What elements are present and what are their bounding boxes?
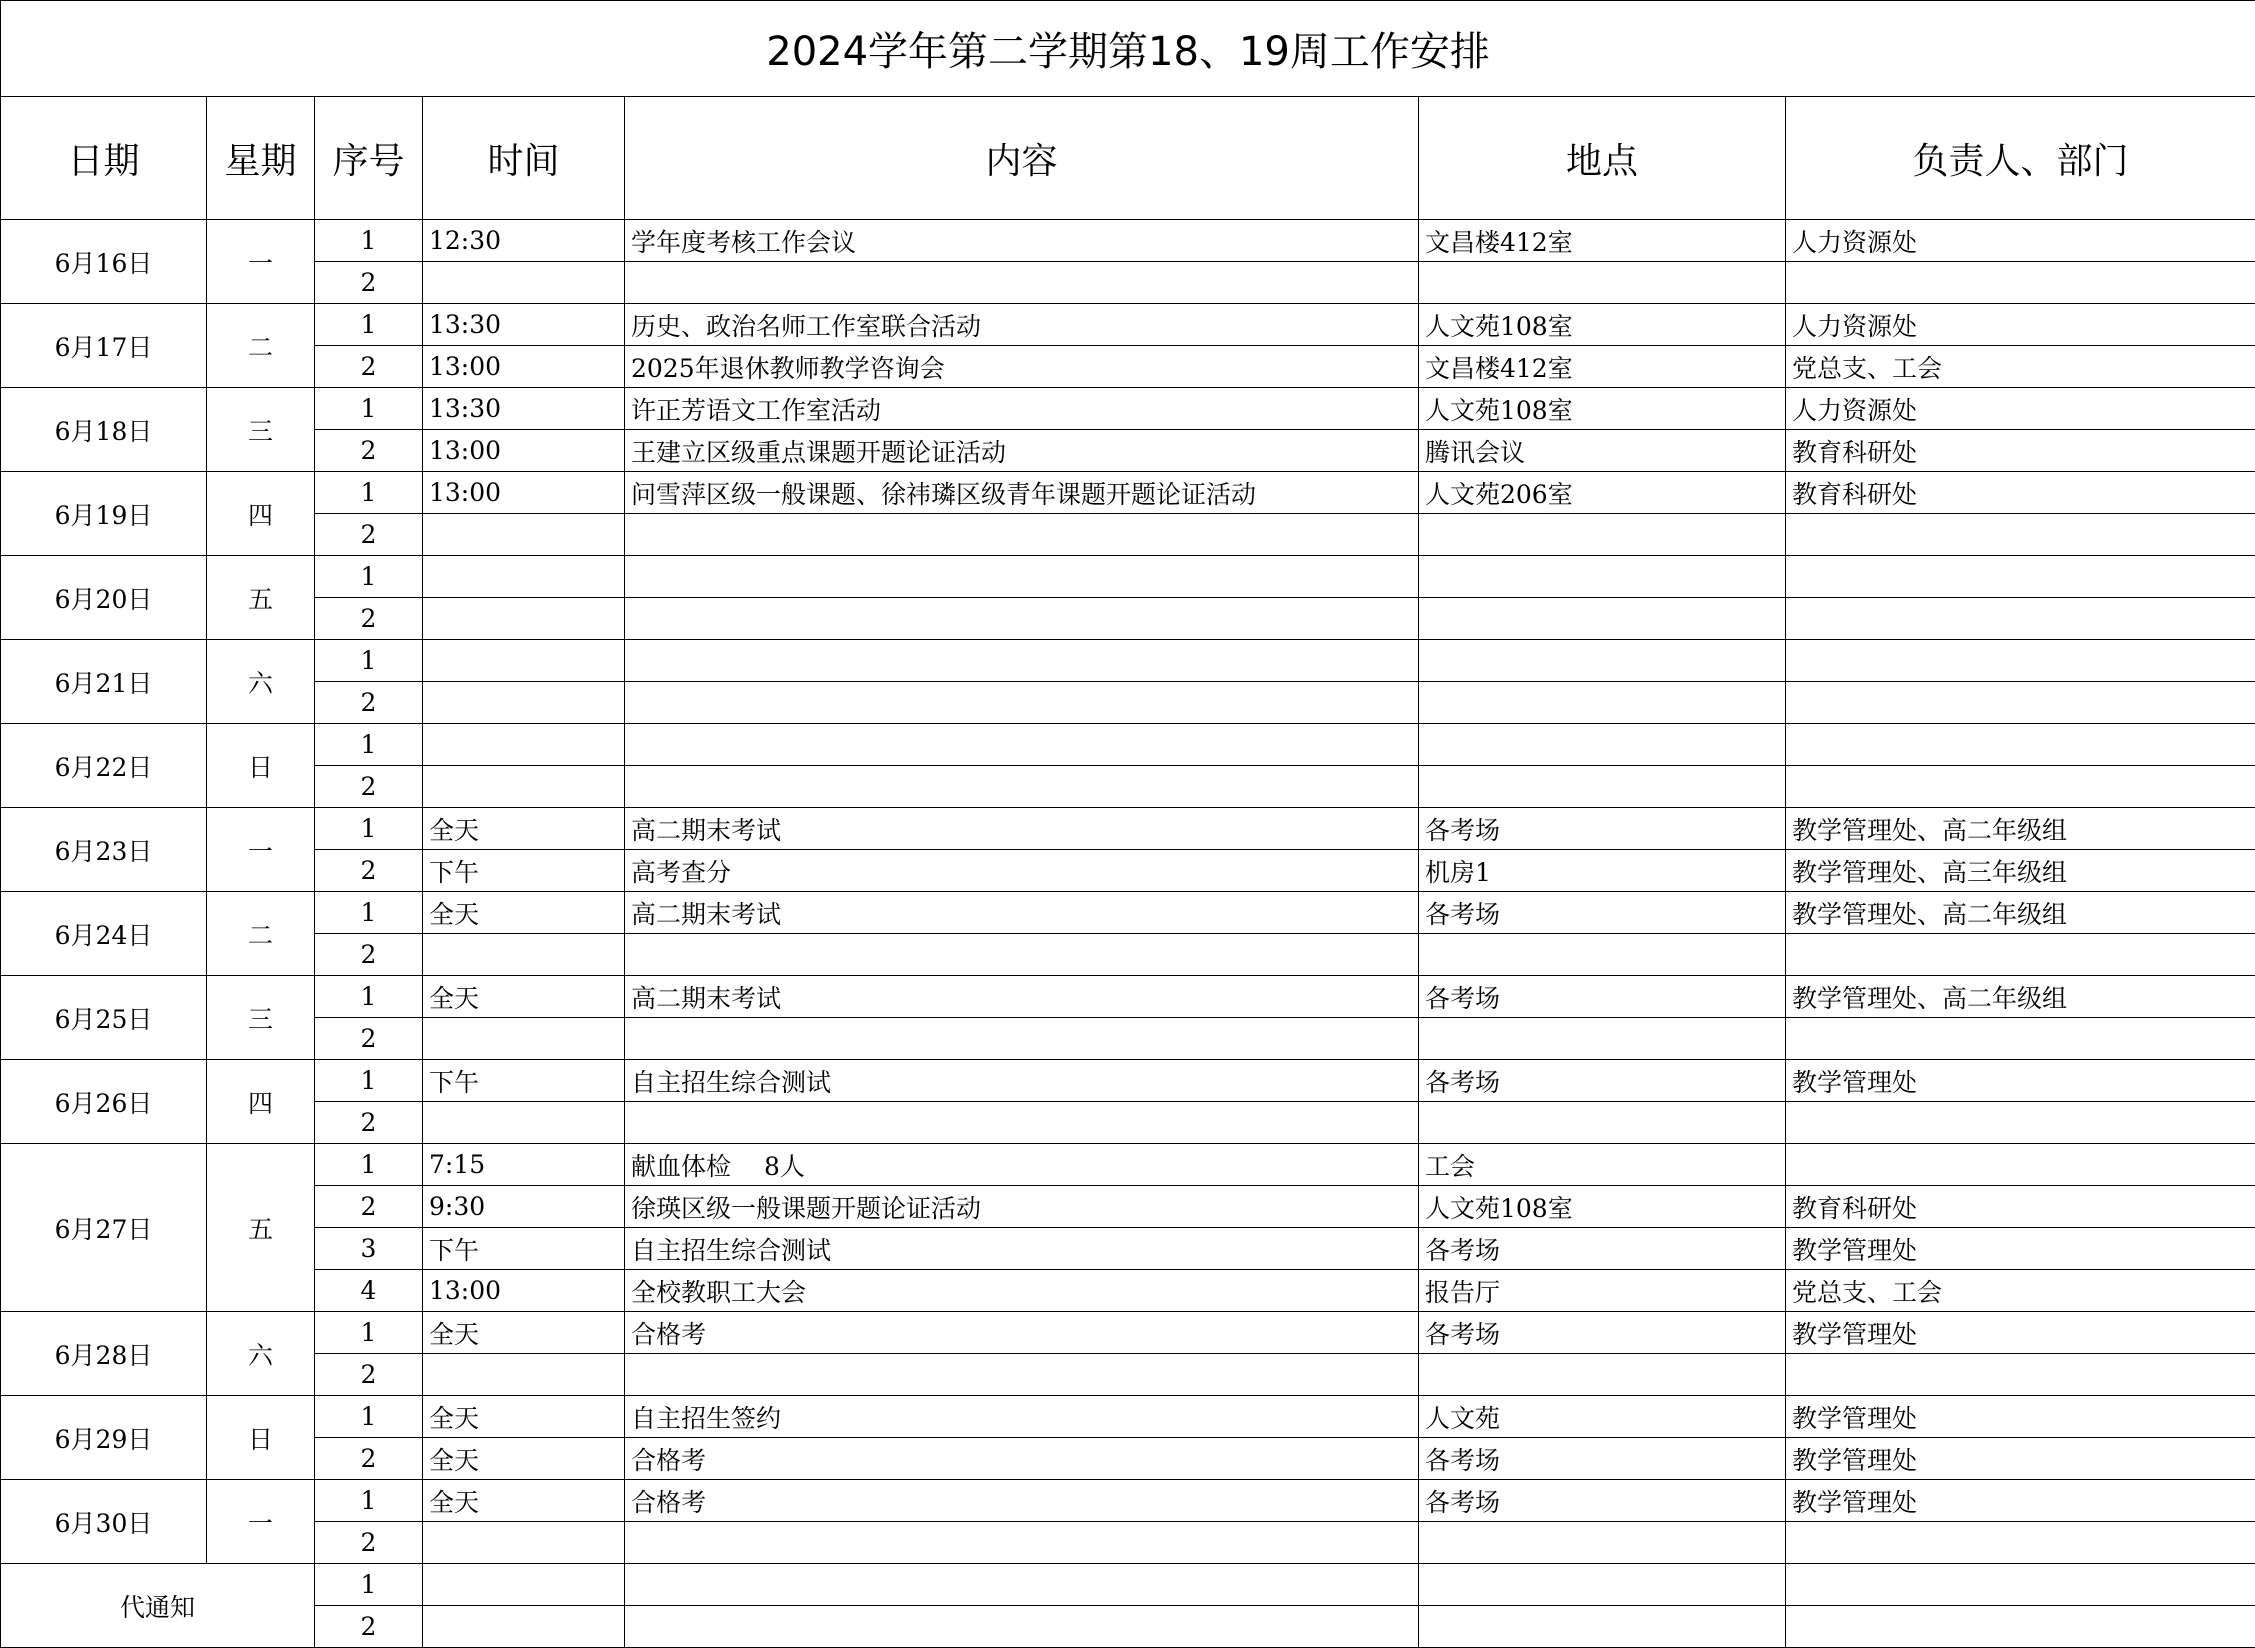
place-cell: 各考场 [1419, 892, 1786, 934]
content-cell [625, 598, 1419, 640]
content-cell: 高二期末考试 [625, 892, 1419, 934]
seq-cell: 1 [315, 640, 423, 682]
table-row [1, 934, 2255, 976]
place-cell: 机房1 [1419, 850, 1786, 892]
seq-cell: 2 [315, 1606, 423, 1648]
content-cell [625, 934, 1419, 976]
weekday-cell: 二 [207, 892, 315, 976]
weekday-cell: 一 [207, 808, 315, 892]
time-cell [423, 1522, 625, 1564]
table-row [1, 1354, 2255, 1396]
time-cell: 9:30 [423, 1186, 625, 1228]
weekday-cell: 六 [207, 1312, 315, 1396]
content-cell: 2025年退休教师教学咨询会 [625, 346, 1419, 388]
header-weekday: 星期 [207, 97, 315, 220]
content-cell: 全校教职工大会 [625, 1270, 1419, 1312]
header-seq: 序号 [315, 97, 423, 220]
time-cell: 下午 [423, 1060, 625, 1102]
place-cell [1419, 262, 1786, 304]
owner-cell: 教学管理处 [1786, 1480, 2255, 1522]
owner-cell [1786, 934, 2255, 976]
time-cell [423, 514, 625, 556]
table-row [1, 1186, 2255, 1228]
place-cell [1419, 682, 1786, 724]
time-cell: 全天 [423, 1396, 625, 1438]
place-cell [1419, 514, 1786, 556]
time-cell: 全天 [423, 892, 625, 934]
time-cell [423, 556, 625, 598]
place-cell: 人文苑108室 [1419, 1186, 1786, 1228]
place-cell: 腾讯会议 [1419, 430, 1786, 472]
notice-label-cell: 代通知 [1, 1564, 315, 1648]
owner-cell: 人力资源处 [1786, 388, 2255, 430]
place-cell: 人文苑108室 [1419, 304, 1786, 346]
weekday-cell: 日 [207, 724, 315, 808]
content-cell [625, 1102, 1419, 1144]
place-cell [1419, 640, 1786, 682]
owner-cell: 教学管理处 [1786, 1438, 2255, 1480]
time-cell: 下午 [423, 850, 625, 892]
table-row [1, 808, 2255, 850]
place-cell: 人文苑206室 [1419, 472, 1786, 514]
place-cell [1419, 766, 1786, 808]
content-cell: 徐瑛区级一般课题开题论证活动 [625, 1186, 1419, 1228]
seq-cell: 1 [315, 1396, 423, 1438]
content-cell [625, 1522, 1419, 1564]
weekday-cell: 三 [207, 976, 315, 1060]
content-cell [625, 640, 1419, 682]
owner-cell [1786, 1564, 2255, 1606]
weekday-cell: 四 [207, 1060, 315, 1144]
owner-cell [1786, 1144, 2255, 1186]
owner-cell: 教学管理处 [1786, 1396, 2255, 1438]
owner-cell: 党总支、工会 [1786, 1270, 2255, 1312]
time-cell [423, 682, 625, 724]
table-row [1, 766, 2255, 808]
table-row [1, 430, 2255, 472]
time-cell: 13:00 [423, 346, 625, 388]
date-cell: 6月29日 [1, 1396, 207, 1480]
table-row [1, 682, 2255, 724]
content-cell: 自主招生签约 [625, 1396, 1419, 1438]
seq-cell: 2 [315, 514, 423, 556]
table-row [1, 1396, 2255, 1438]
place-cell: 各考场 [1419, 1480, 1786, 1522]
content-cell [625, 1564, 1419, 1606]
place-cell: 各考场 [1419, 1060, 1786, 1102]
content-cell: 历史、政治名师工作室联合活动 [625, 304, 1419, 346]
owner-cell: 教学管理处、高二年级组 [1786, 892, 2255, 934]
place-cell: 各考场 [1419, 808, 1786, 850]
date-cell: 6月27日 [1, 1144, 207, 1312]
date-cell: 6月19日 [1, 472, 207, 556]
table-row [1, 1102, 2255, 1144]
content-cell [625, 262, 1419, 304]
time-cell: 全天 [423, 976, 625, 1018]
seq-cell: 4 [315, 1270, 423, 1312]
date-cell: 6月21日 [1, 640, 207, 724]
seq-cell: 1 [315, 1060, 423, 1102]
time-cell: 全天 [423, 1312, 625, 1354]
weekday-cell: 四 [207, 472, 315, 556]
date-cell: 6月28日 [1, 1312, 207, 1396]
time-cell: 13:00 [423, 1270, 625, 1312]
table-row [1, 514, 2255, 556]
weekday-cell: 一 [207, 220, 315, 304]
seq-cell: 2 [315, 1354, 423, 1396]
time-cell [423, 262, 625, 304]
time-cell [423, 724, 625, 766]
content-cell: 合格考 [625, 1312, 1419, 1354]
table-row [1, 1480, 2255, 1522]
table-row [1, 976, 2255, 1018]
place-cell: 各考场 [1419, 976, 1786, 1018]
place-cell [1419, 598, 1786, 640]
owner-cell: 教学管理处 [1786, 1228, 2255, 1270]
date-cell: 6月22日 [1, 724, 207, 808]
date-cell: 6月30日 [1, 1480, 207, 1564]
table-row [1, 724, 2255, 766]
seq-cell: 1 [315, 472, 423, 514]
table-row [1, 346, 2255, 388]
owner-cell: 教学管理处、高二年级组 [1786, 808, 2255, 850]
seq-cell: 1 [315, 304, 423, 346]
owner-cell [1786, 262, 2255, 304]
place-cell [1419, 1606, 1786, 1648]
content-cell [625, 682, 1419, 724]
seq-cell: 2 [315, 346, 423, 388]
place-cell [1419, 556, 1786, 598]
seq-cell: 2 [315, 1018, 423, 1060]
table-row [1, 1270, 2255, 1312]
table-row [1, 304, 2255, 346]
seq-cell: 1 [315, 892, 423, 934]
seq-cell: 2 [315, 766, 423, 808]
seq-cell: 2 [315, 1438, 423, 1480]
owner-cell [1786, 514, 2255, 556]
content-cell: 许正芳语文工作室活动 [625, 388, 1419, 430]
owner-cell [1786, 1102, 2255, 1144]
header-owner: 负责人、部门 [1786, 97, 2255, 220]
content-cell [625, 1606, 1419, 1648]
header-date: 日期 [1, 97, 207, 220]
owner-cell: 教学管理处 [1786, 1312, 2255, 1354]
header-place: 地点 [1419, 97, 1786, 220]
place-cell [1419, 1018, 1786, 1060]
date-cell: 6月24日 [1, 892, 207, 976]
time-cell: 13:00 [423, 430, 625, 472]
content-cell: 合格考 [625, 1438, 1419, 1480]
place-cell [1419, 1522, 1786, 1564]
content-cell [625, 724, 1419, 766]
place-cell [1419, 1564, 1786, 1606]
table-row [1, 598, 2255, 640]
header-content: 内容 [625, 97, 1419, 220]
content-cell: 王建立区级重点课题开题论证活动 [625, 430, 1419, 472]
time-cell: 全天 [423, 1438, 625, 1480]
place-cell: 文昌楼412室 [1419, 220, 1786, 262]
place-cell: 各考场 [1419, 1438, 1786, 1480]
weekday-cell: 六 [207, 640, 315, 724]
owner-cell [1786, 556, 2255, 598]
seq-cell: 2 [315, 598, 423, 640]
owner-cell: 人力资源处 [1786, 304, 2255, 346]
content-cell: 高二期末考试 [625, 808, 1419, 850]
content-cell: 自主招生综合测试 [625, 1228, 1419, 1270]
seq-cell: 1 [315, 808, 423, 850]
place-cell [1419, 724, 1786, 766]
date-cell: 6月18日 [1, 388, 207, 472]
owner-cell: 教学管理处 [1786, 1060, 2255, 1102]
content-cell: 问雪萍区级一般课题、徐祎璘区级青年课题开题论证活动 [625, 472, 1419, 514]
place-cell: 各考场 [1419, 1228, 1786, 1270]
table-row [1, 1018, 2255, 1060]
seq-cell: 1 [315, 1312, 423, 1354]
page-title: 2024学年第二学期第18、19周工作安排 [1, 1, 2255, 97]
table-row [1, 1144, 2255, 1186]
time-cell [423, 1018, 625, 1060]
time-cell [423, 640, 625, 682]
weekday-cell: 三 [207, 388, 315, 472]
owner-cell: 党总支、工会 [1786, 346, 2255, 388]
seq-cell: 1 [315, 1480, 423, 1522]
content-cell [625, 1354, 1419, 1396]
content-cell [625, 1018, 1419, 1060]
content-cell: 自主招生综合测试 [625, 1060, 1419, 1102]
owner-cell [1786, 1522, 2255, 1564]
place-cell: 工会 [1419, 1144, 1786, 1186]
time-cell [423, 1354, 625, 1396]
table-row [1, 1522, 2255, 1564]
table-row [1, 556, 2255, 598]
time-cell: 7:15 [423, 1144, 625, 1186]
time-cell: 13:00 [423, 472, 625, 514]
owner-cell [1786, 1018, 2255, 1060]
seq-cell: 2 [315, 850, 423, 892]
header-time: 时间 [423, 97, 625, 220]
table-row [1, 262, 2255, 304]
seq-cell: 2 [315, 262, 423, 304]
time-cell: 12:30 [423, 220, 625, 262]
time-cell [423, 934, 625, 976]
content-cell [625, 556, 1419, 598]
owner-cell: 教育科研处 [1786, 430, 2255, 472]
owner-cell: 教学管理处、高三年级组 [1786, 850, 2255, 892]
weekday-cell: 五 [207, 1144, 315, 1312]
seq-cell: 2 [315, 682, 423, 724]
table-row [1, 1060, 2255, 1102]
table-row [1, 1438, 2255, 1480]
seq-cell: 2 [315, 1522, 423, 1564]
place-cell: 文昌楼412室 [1419, 346, 1786, 388]
seq-cell: 2 [315, 934, 423, 976]
table-row [1, 640, 2255, 682]
table-row [1, 1606, 2255, 1648]
date-cell: 6月25日 [1, 976, 207, 1060]
time-cell: 下午 [423, 1228, 625, 1270]
time-cell: 13:30 [423, 388, 625, 430]
content-cell [625, 514, 1419, 556]
content-cell: 献血体检 8人 [625, 1144, 1419, 1186]
date-cell: 6月26日 [1, 1060, 207, 1144]
seq-cell: 1 [315, 1564, 423, 1606]
time-cell: 13:30 [423, 304, 625, 346]
table-row [1, 220, 2255, 262]
table-row [1, 892, 2255, 934]
date-cell: 6月16日 [1, 220, 207, 304]
time-cell [423, 766, 625, 808]
weekday-cell: 二 [207, 304, 315, 388]
owner-cell: 教育科研处 [1786, 472, 2255, 514]
owner-cell: 教育科研处 [1786, 1186, 2255, 1228]
table-row [1, 1564, 2255, 1606]
owner-cell [1786, 598, 2255, 640]
table-row [1, 1312, 2255, 1354]
table-row [1, 850, 2255, 892]
place-cell [1419, 934, 1786, 976]
weekday-cell: 一 [207, 1480, 315, 1564]
seq-cell: 2 [315, 430, 423, 472]
seq-cell: 2 [315, 1102, 423, 1144]
seq-cell: 1 [315, 388, 423, 430]
seq-cell: 3 [315, 1228, 423, 1270]
content-cell: 高二期末考试 [625, 976, 1419, 1018]
seq-cell: 1 [315, 976, 423, 1018]
content-cell: 合格考 [625, 1480, 1419, 1522]
owner-cell: 人力资源处 [1786, 220, 2255, 262]
seq-cell: 1 [315, 724, 423, 766]
seq-cell: 1 [315, 1144, 423, 1186]
table-row [1, 472, 2255, 514]
owner-cell [1786, 1606, 2255, 1648]
owner-cell: 教学管理处、高二年级组 [1786, 976, 2255, 1018]
content-cell: 高考查分 [625, 850, 1419, 892]
place-cell: 人文苑 [1419, 1396, 1786, 1438]
place-cell [1419, 1354, 1786, 1396]
table-row [1, 388, 2255, 430]
content-cell: 学年度考核工作会议 [625, 220, 1419, 262]
place-cell: 报告厅 [1419, 1270, 1786, 1312]
weekday-cell: 日 [207, 1396, 315, 1480]
seq-cell: 1 [315, 220, 423, 262]
content-cell [625, 766, 1419, 808]
owner-cell [1786, 682, 2255, 724]
date-cell: 6月23日 [1, 808, 207, 892]
owner-cell [1786, 640, 2255, 682]
owner-cell [1786, 766, 2255, 808]
weekday-cell: 五 [207, 556, 315, 640]
place-cell: 人文苑108室 [1419, 388, 1786, 430]
table-row [1, 1228, 2255, 1270]
date-cell: 6月17日 [1, 304, 207, 388]
time-cell [423, 1564, 625, 1606]
seq-cell: 2 [315, 1186, 423, 1228]
time-cell [423, 598, 625, 640]
time-cell [423, 1102, 625, 1144]
time-cell: 全天 [423, 1480, 625, 1522]
place-cell [1419, 1102, 1786, 1144]
owner-cell [1786, 724, 2255, 766]
seq-cell: 1 [315, 556, 423, 598]
schedule-body [1, 220, 2255, 1648]
time-cell: 全天 [423, 808, 625, 850]
place-cell: 各考场 [1419, 1312, 1786, 1354]
time-cell [423, 1606, 625, 1648]
date-cell: 6月20日 [1, 556, 207, 640]
owner-cell [1786, 1354, 2255, 1396]
